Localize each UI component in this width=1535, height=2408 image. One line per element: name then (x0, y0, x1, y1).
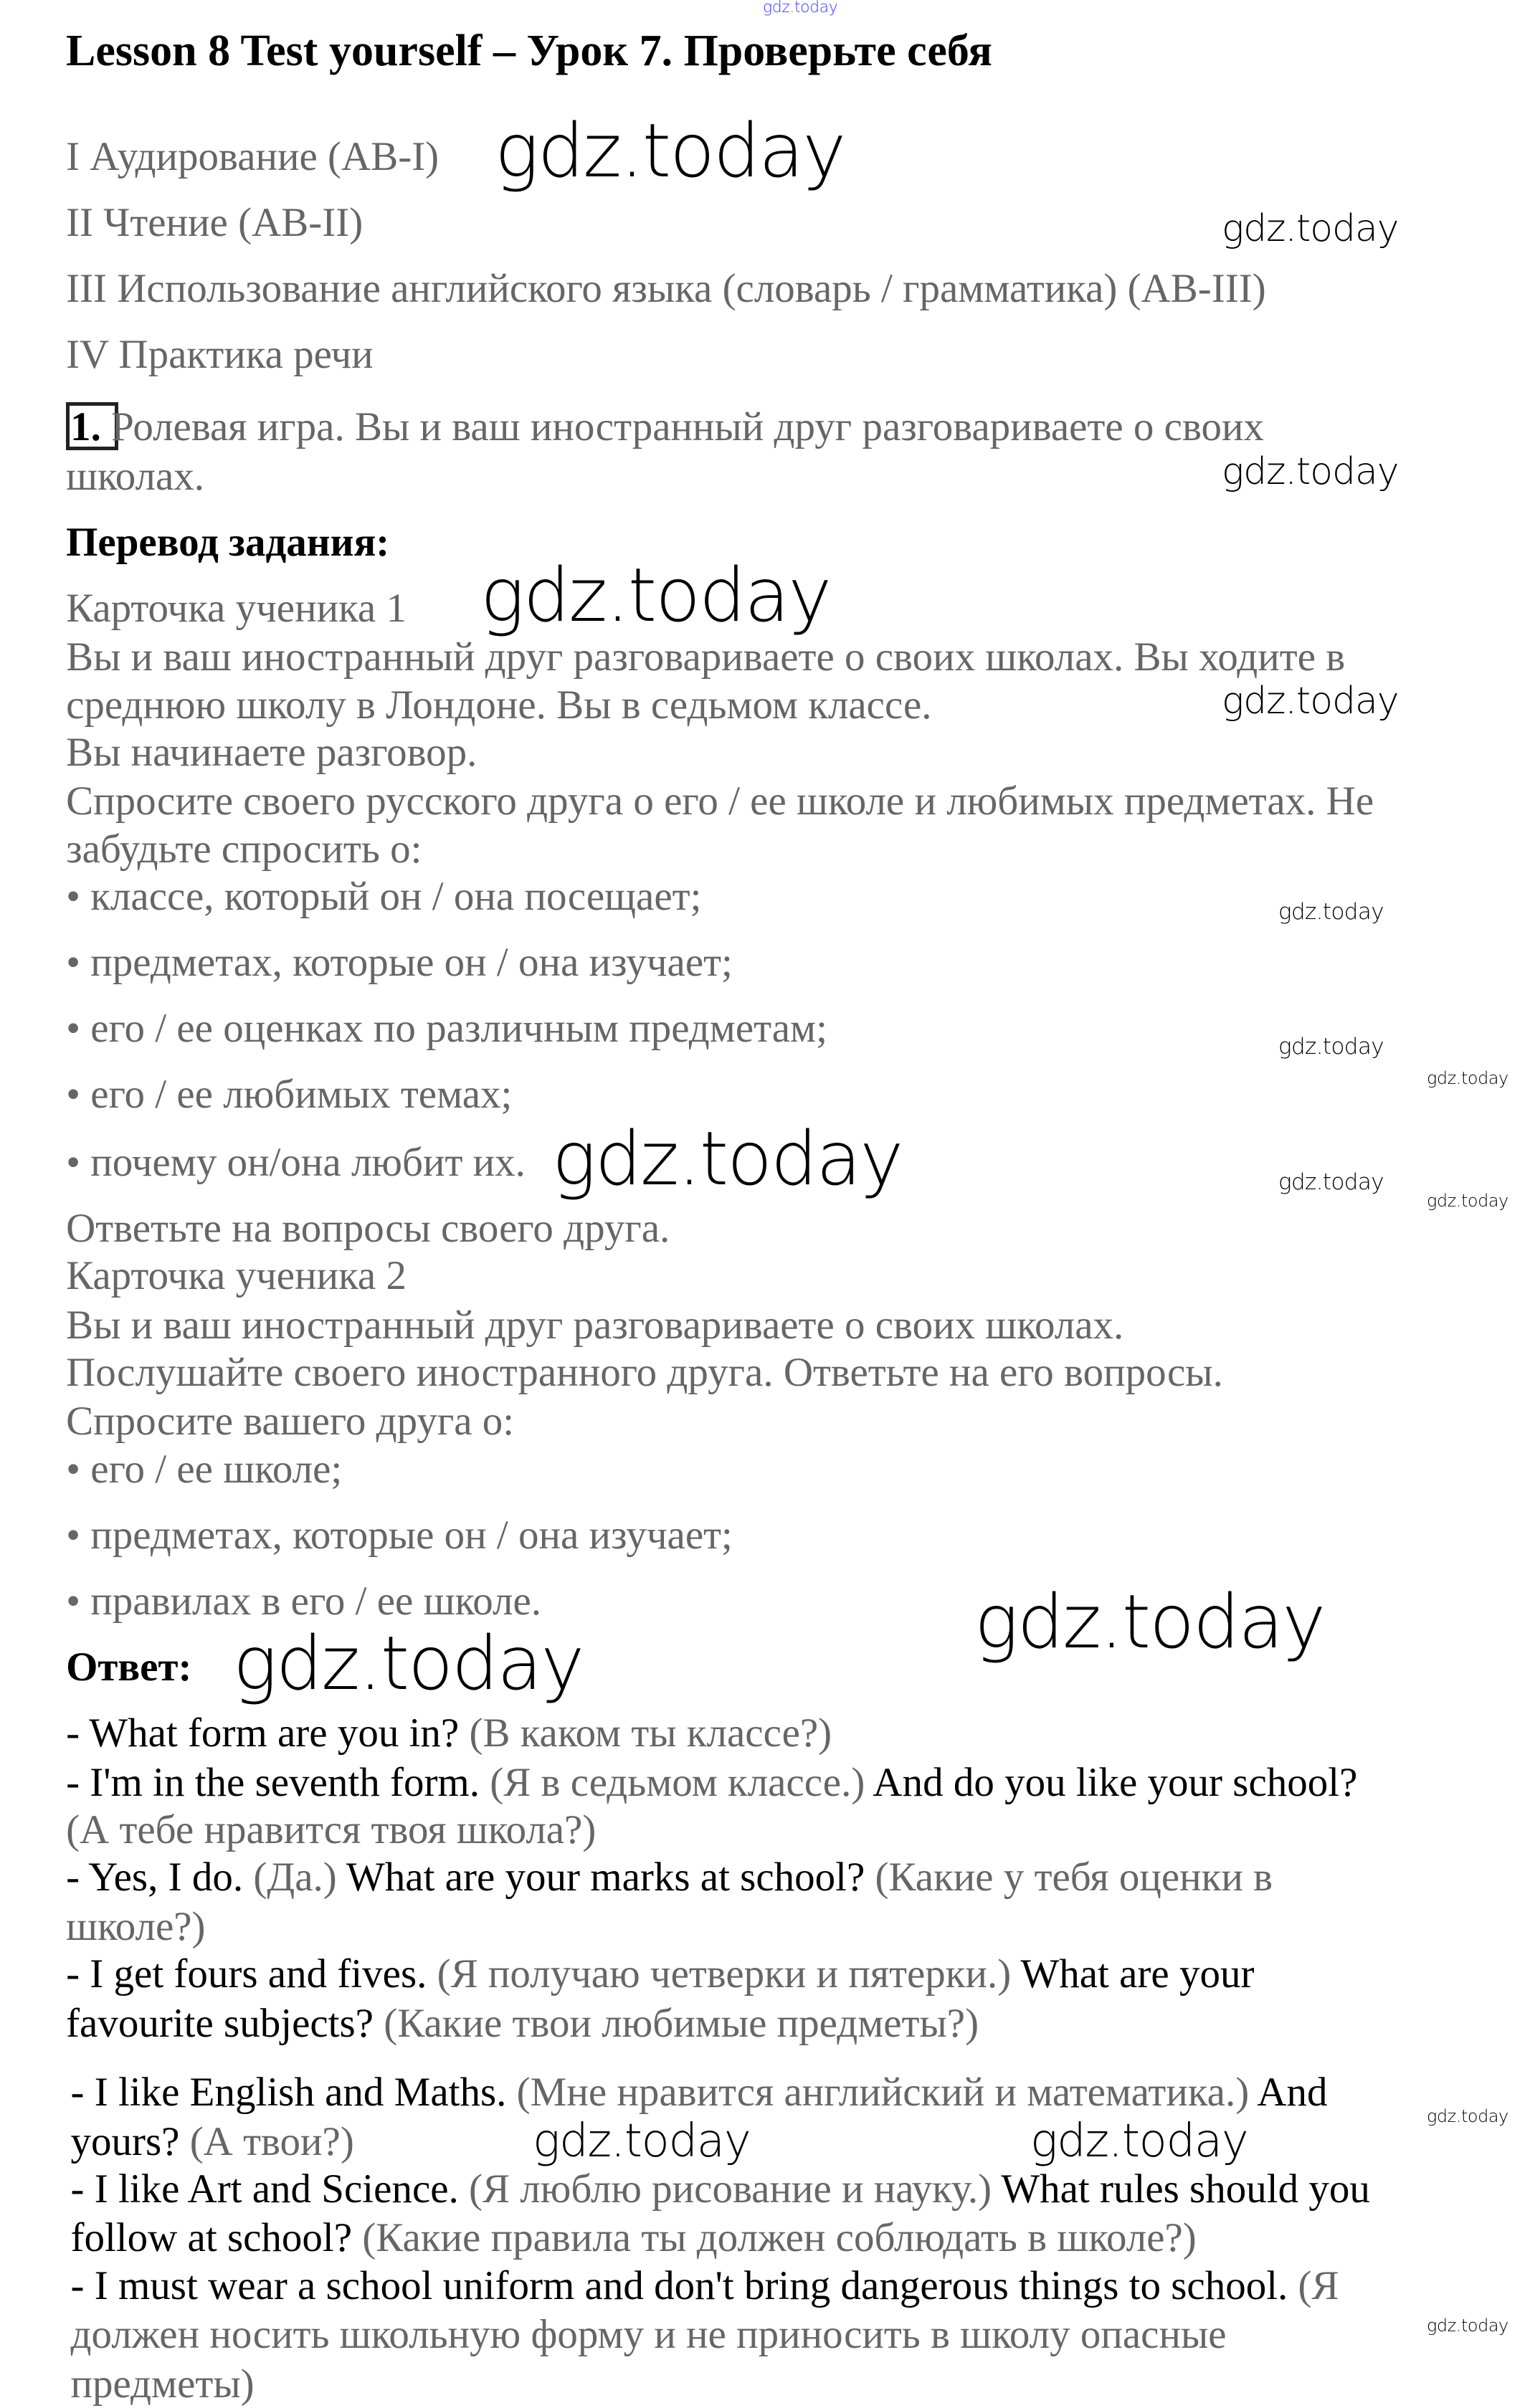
text-line (66, 1252, 407, 1300)
russian-text: II Чтение (АВ-II) (66, 200, 363, 246)
watermark-gdz-today: gdz.today (1278, 1169, 1384, 1195)
text-line (66, 585, 407, 632)
text-line (66, 1205, 670, 1252)
russian-text: (Я люблю рисование и науку.) (469, 2166, 992, 2212)
russian-text: I Аудирование (АВ-I) (66, 134, 439, 180)
russian-text: III Использование английского языка (словарь / грамматика) (АВ-III) (66, 266, 1266, 312)
russian-text: среднюю школу в Лондоне. Вы в седьмом классе. (66, 682, 932, 728)
text-line (70, 2069, 1327, 2116)
text-line (66, 1854, 1273, 1901)
answer-english: - I must wear a school uniform and don't bring dangerous things to school. (70, 2262, 1298, 2308)
russian-text: забудьте спросить о: (66, 826, 422, 872)
russian-text: (Какие у тебя оценки в (875, 1855, 1273, 1900)
text-line (66, 1951, 1254, 1998)
answer-english: What rules should you (992, 2166, 1370, 2212)
russian-text: • его / ее школе; (66, 1446, 343, 1492)
russian-text: (А тебе нравится твоя школа?) (66, 1807, 597, 1852)
russian-text: Карточка ученика 1 (66, 585, 407, 631)
text-line (66, 1398, 514, 1445)
text-line (66, 1139, 526, 1186)
russian-text: IV Практика речи (66, 332, 374, 378)
watermark-gdz-today: gdz.today (1030, 2115, 1248, 2168)
watermark-gdz-today: gdz.today (1222, 450, 1399, 493)
text-line (66, 1349, 1223, 1396)
russian-text: (Да.) (253, 1855, 337, 1900)
russian-text: • его / ее любимых темах; (66, 1072, 513, 1118)
text-line (66, 453, 204, 500)
answer-english: And (1249, 2070, 1328, 2116)
answer-english: What are your (1011, 1951, 1255, 1997)
text-line (66, 1903, 205, 1951)
watermark-gdz-today: gdz.today (1427, 1068, 1508, 1088)
answer-english: favourite subjects? (66, 2000, 384, 2046)
text-line (66, 682, 931, 729)
text-line (66, 265, 1266, 313)
page-title: Lesson 8 Test yourself – Урок 7. Проверьте себя (66, 27, 992, 75)
text-line (66, 1071, 512, 1118)
text-line (66, 2000, 979, 2047)
watermark-gdz-today: gdz.today (1427, 1191, 1508, 1211)
russian-text: (Какие твои любимые предметы?) (384, 2000, 979, 2046)
answer-english: What are your marks at school? (336, 1855, 875, 1900)
russian-text: Спросите своего русского друга о его / ее школе и любимых предметах. Не (66, 779, 1374, 824)
watermark-gdz-today: gdz.today (233, 1621, 584, 1707)
russian-text: • классе, который он / она посещает; (66, 874, 702, 920)
section-heading (66, 1644, 191, 1691)
watermark-gdz-today: gdz.today (495, 108, 845, 194)
russian-text: (Я получаю четверки и пятерки.) (437, 1951, 1012, 1997)
text-line (66, 729, 477, 776)
answer-english: - I like English and Maths. (70, 2070, 517, 2116)
watermark-gdz-today: gdz.today (533, 2115, 751, 2168)
text-line (66, 826, 422, 873)
watermark-gdz-today: gdz.today (480, 553, 831, 639)
text-line (66, 1005, 827, 1052)
watermark-gdz-today: gdz.today (763, 0, 838, 16)
text-line (66, 1807, 596, 1854)
russian-text: (Мне нравится английский и математика.) (516, 2070, 1250, 2116)
answer-english: follow at school? (70, 2215, 363, 2261)
russian-text: должен носить школьную форму и не приносить в школу опасные (70, 2312, 1227, 2358)
russian-text: Ответьте на вопросы своего друга. (66, 1205, 670, 1251)
russian-text: Спросите вашего друга о: (66, 1399, 515, 1445)
russian-text: школах. (66, 453, 204, 499)
watermark-gdz-today: gdz.today (1222, 207, 1399, 250)
russian-text: Вы и ваш иностранный друг разговариваете о своих школах. Вы ходите в (66, 634, 1346, 680)
text-line (70, 404, 1264, 451)
text-line (66, 133, 439, 181)
answer-english: yours? (70, 2118, 190, 2164)
watermark-gdz-today: gdz.today (1427, 2316, 1508, 2336)
russian-text: предметы) (70, 2361, 255, 2407)
russian-text: Вы и ваш иностранный друг разговариваете о своих школах. (66, 1302, 1124, 1348)
watermark-gdz-today: gdz.today (1278, 899, 1384, 925)
text-line (70, 2118, 353, 2166)
russian-text: (Какие правила ты должен соблюдать в школе?) (362, 2215, 1197, 2261)
answer-english: - What form are you in? (66, 1710, 470, 1756)
text-line (70, 2262, 1339, 2310)
russian-text: (А твои?) (189, 2118, 354, 2164)
text-line (66, 873, 701, 920)
russian-text: • почему он/она любит их. (66, 1139, 526, 1185)
russian-text: • его / ее оценках по различным предметам; (66, 1006, 827, 1052)
text-line (66, 939, 733, 986)
russian-text: • правилах в его / ее школе. (66, 1578, 542, 1624)
watermark-gdz-today: gdz.today (552, 1116, 903, 1202)
heading-text: Перевод задания: (66, 519, 390, 565)
text-line (66, 1710, 832, 1757)
text-line (66, 1302, 1123, 1349)
text-line (66, 1512, 733, 1559)
text-line (66, 1578, 541, 1625)
answer-english: - I like Art and Science. (70, 2166, 470, 2212)
text-line (66, 1446, 342, 1493)
russian-text: (В каком ты классе?) (469, 1710, 832, 1756)
text-line (66, 331, 374, 379)
russian-text: Ролевая игра. Вы и ваш иностранный друг разговариваете о своих (100, 404, 1264, 450)
text-line (70, 2311, 1226, 2359)
text-line (66, 1759, 1357, 1807)
russian-text: школе?) (66, 1903, 206, 1949)
text-line (70, 2214, 1196, 2262)
russian-text: Послушайте своего иностранного друга. Ответьте на его вопросы. (66, 1349, 1223, 1395)
answer-english: And do you like your school? (865, 1759, 1358, 1805)
answer-english: - I get fours and fives. (66, 1951, 437, 1997)
heading-text: Ответ: (66, 1645, 192, 1690)
text-line (66, 199, 363, 247)
text-line (66, 778, 1374, 825)
russian-text: (Я в седьмом классе.) (490, 1759, 865, 1805)
russian-text: (Я (1298, 2262, 1339, 2308)
russian-text: • предметах, которые он / она изучает; (66, 1512, 733, 1558)
watermark-gdz-today: gdz.today (1278, 1034, 1384, 1060)
answer-english: - I'm in the seventh form. (66, 1759, 490, 1805)
section-heading (66, 519, 389, 566)
watermark-gdz-today: gdz.today (1222, 680, 1399, 723)
answer-english: - Yes, I do. (66, 1855, 254, 1900)
watermark-gdz-today: gdz.today (1427, 2106, 1508, 2126)
heading-text: 1. (70, 404, 101, 450)
russian-text: • предметах, которые он / она изучает; (66, 940, 733, 986)
text-line (70, 2166, 1369, 2213)
text-line (66, 634, 1345, 681)
watermark-gdz-today: gdz.today (974, 1579, 1325, 1665)
russian-text: Карточка ученика 2 (66, 1253, 407, 1299)
russian-text: Вы начинаете разговор. (66, 729, 477, 775)
